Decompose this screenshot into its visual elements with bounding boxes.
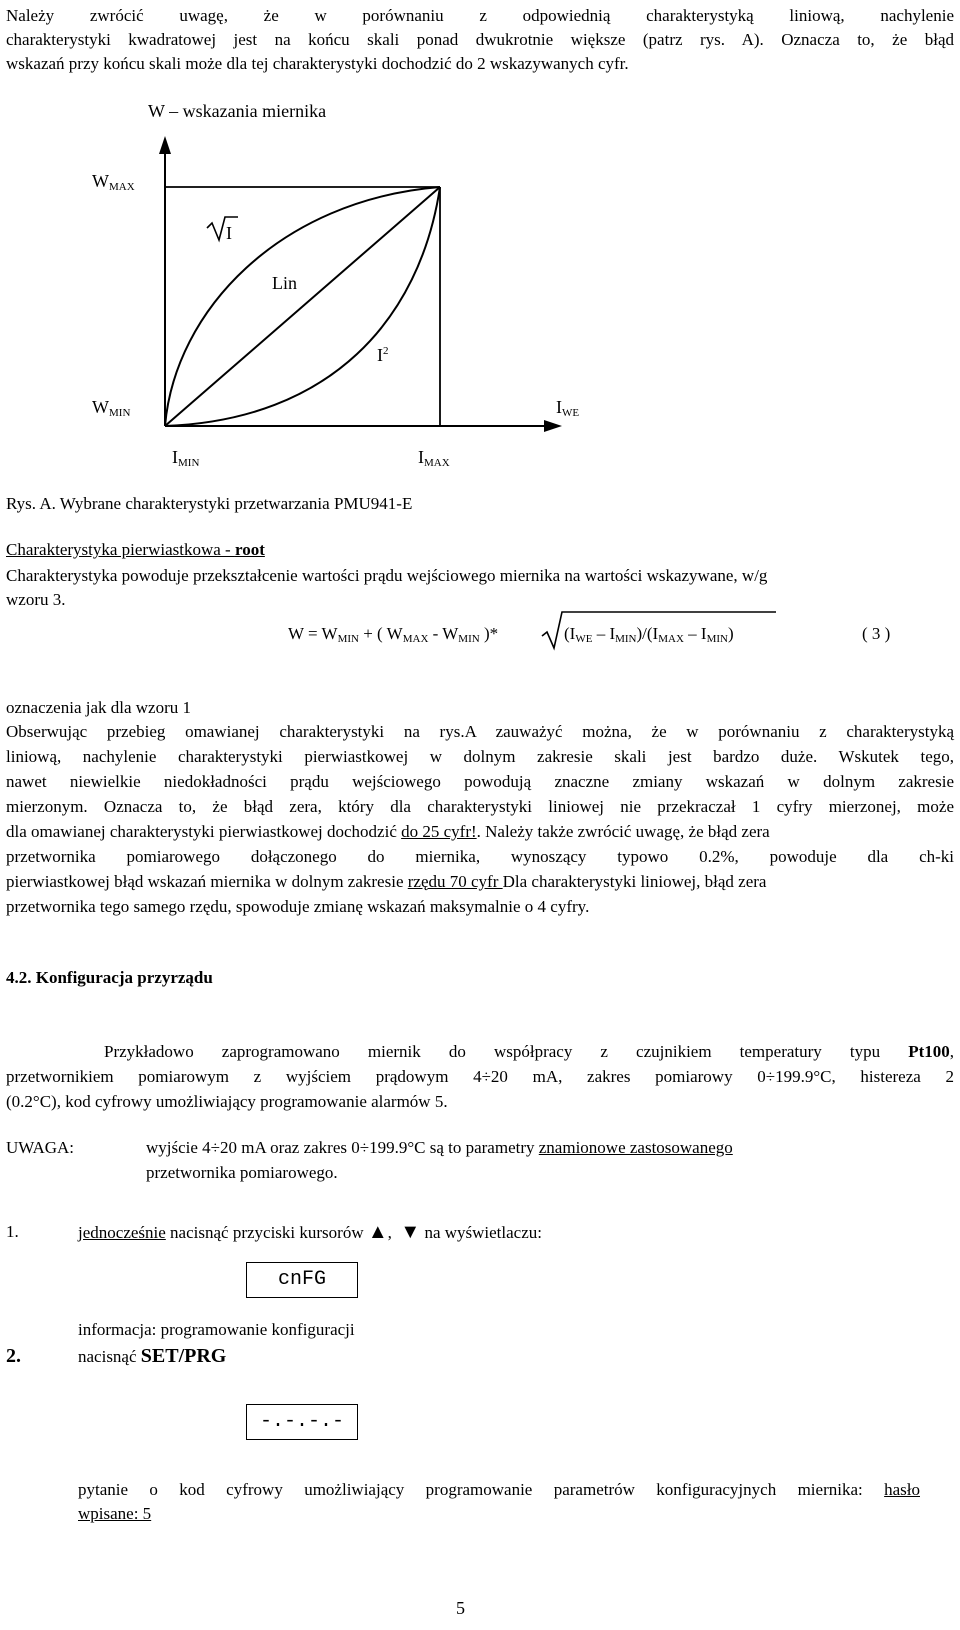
formula-number: ( 3 ) — [862, 624, 891, 643]
wmin-label: $W_{MIN}$ — [92, 397, 131, 419]
formula-radicand: $(I_{WE} - I_{MIN})/(I_{MAX} - I_{MIN})$ — [564, 624, 734, 645]
notes-line-7: pierwiastkowej błąd wskazań miernika w dolnym zakresie rzędu 70 cyfr Dla charakterystyki liniowej, błąd zera — [6, 872, 767, 891]
notes-line-8: przetwornika tego samego rzędu, spowoduje zmianę wskazań maksymalnie o 4 cyfry. — [6, 897, 590, 916]
warning-label: UWAGA: — [6, 1138, 74, 1157]
y-axis-title: W – wskazania miernika — [148, 101, 327, 121]
intro-line-2: charakterystyki kwadratowej jest na końcu skali ponad dwukrotnie większe (patrz rys. A). Oznacza to, że błąd — [6, 30, 954, 49]
notes-line-5: dla omawianej charakterystyki pierwiastkowej dochodzić do 25 cyfr!. Należy także zwrócić uwagę, że błąd zera — [6, 822, 770, 841]
warning-line-1: wyjście 4÷20 mA oraz zakres 0÷199.9°C są to parametry znamionowe zastosowanego — [146, 1138, 733, 1157]
imin-label: $I_{MIN}$ — [172, 447, 200, 469]
formula-3: $W = W_{MIN}$ + ( $W_{MAX} - W_{MIN}$ )* — [288, 624, 499, 645]
intro-line-3: wskazań przy końcu skali może dla tej charakterystyki dochodzić do 2 wskazywanych cyfr. — [6, 54, 629, 73]
i-squared-label: $I^2$ — [377, 345, 389, 365]
notes-line-2: liniową, nachylenie charakterystyki pierwiastkowej w dolnym zakresie skali jest bardzo duże. Wskutek tego, — [6, 747, 954, 766]
down-arrow-icon: ▼ — [400, 1221, 421, 1243]
imax-label: $I_{MAX}$ — [418, 447, 450, 469]
sqrt-i-label: I — [226, 223, 232, 243]
notes-line-4: mierzonym. Oznacza to, że błąd zera, który dla charakterystyki liniowej nie przekraczał 1 cyfry mierzonej, może — [6, 797, 954, 816]
root-heading: Charakterystyka pierwiastkowa - root — [6, 540, 265, 559]
step-1-text: jednocześnie nacisnąć przyciski kursorów ▲, ▼ na wyświetlaczu: — [78, 1221, 542, 1243]
page-number: 5 — [456, 1598, 465, 1618]
config-line-3: (0.2°C), kod cyfrowy umożliwiający programowanie alarmów 5. — [6, 1092, 448, 1111]
figure-caption: Rys. A. Wybrane charakterystyki przetwarzania PMU941-E — [6, 494, 413, 513]
lin-label: Lin — [272, 273, 297, 293]
intro-line-1: Należy zwrócić uwagę, że w porównaniu z odpowiednią charakterystyką liniową, nachylenie — [6, 6, 954, 25]
step-1-number: 1. — [6, 1222, 19, 1241]
config-line-1: Przykładowo zaprogramowano miernik do współpracy z czujnikiem temperatury typu Pt100, — [104, 1042, 954, 1061]
linear-curve — [165, 187, 440, 426]
notes-line-1: Obserwując przebieg omawianej charakterystyki na rys.A zauważyć można, że w porównaniu z charakterystyką — [6, 722, 954, 741]
question-line-1: pytanie o kod cyfrowy umożliwiający programowanie parametrów konfiguracyjnych miernika: hasło — [78, 1480, 920, 1499]
root-desc-line-1: Charakterystyka powoduje przekształcenie wartości prądu wejściowego miernika na wartości wskazywane, w/g — [6, 566, 768, 585]
x-axis-arrow — [544, 420, 562, 432]
display-cnfg: cnFG — [246, 1262, 358, 1298]
step-2-number: 2. — [6, 1345, 21, 1367]
warning-line-2: przetwornika pomiarowego. — [146, 1163, 338, 1182]
sqrt-symbol-icon — [207, 217, 238, 240]
display-dashes: -.-.-.- — [246, 1404, 358, 1440]
notes-line-3: nawet niewielkie niedokładności prądu wejściowego powodują znaczne zmiany wskazań w dolnym zakresie — [6, 772, 954, 791]
iwe-label: $I_{WE}$ — [556, 397, 580, 419]
step-2-text: nacisnąć SET/PRG — [78, 1345, 227, 1367]
notes-line-6: przetwornika pomiarowego dołączonego do miernika, wynoszący typowo 0.2%, powoduje dla ch-ki — [6, 847, 954, 866]
root-desc-line-2: wzoru 3. — [6, 590, 66, 609]
up-arrow-icon: ▲ — [367, 1221, 388, 1243]
config-heading: 4.2. Konfiguracja przyrządu — [6, 968, 213, 987]
config-line-2: przetwornikiem pomiarowym z wyjściem prądowym 4÷20 mA, zakres pomiarowy 0÷199.9°C, histereza 2 — [6, 1067, 954, 1086]
characteristics-figure — [0, 120, 960, 440]
question-line-2: wpisane: 5 — [78, 1504, 152, 1523]
info-config: informacja: programowanie konfiguracji — [78, 1320, 355, 1339]
wmax-label: $W_{MAX}$ — [92, 171, 135, 193]
y-axis-arrow — [159, 136, 171, 154]
notes-line-0: oznaczenia jak dla wzoru 1 — [6, 698, 192, 717]
